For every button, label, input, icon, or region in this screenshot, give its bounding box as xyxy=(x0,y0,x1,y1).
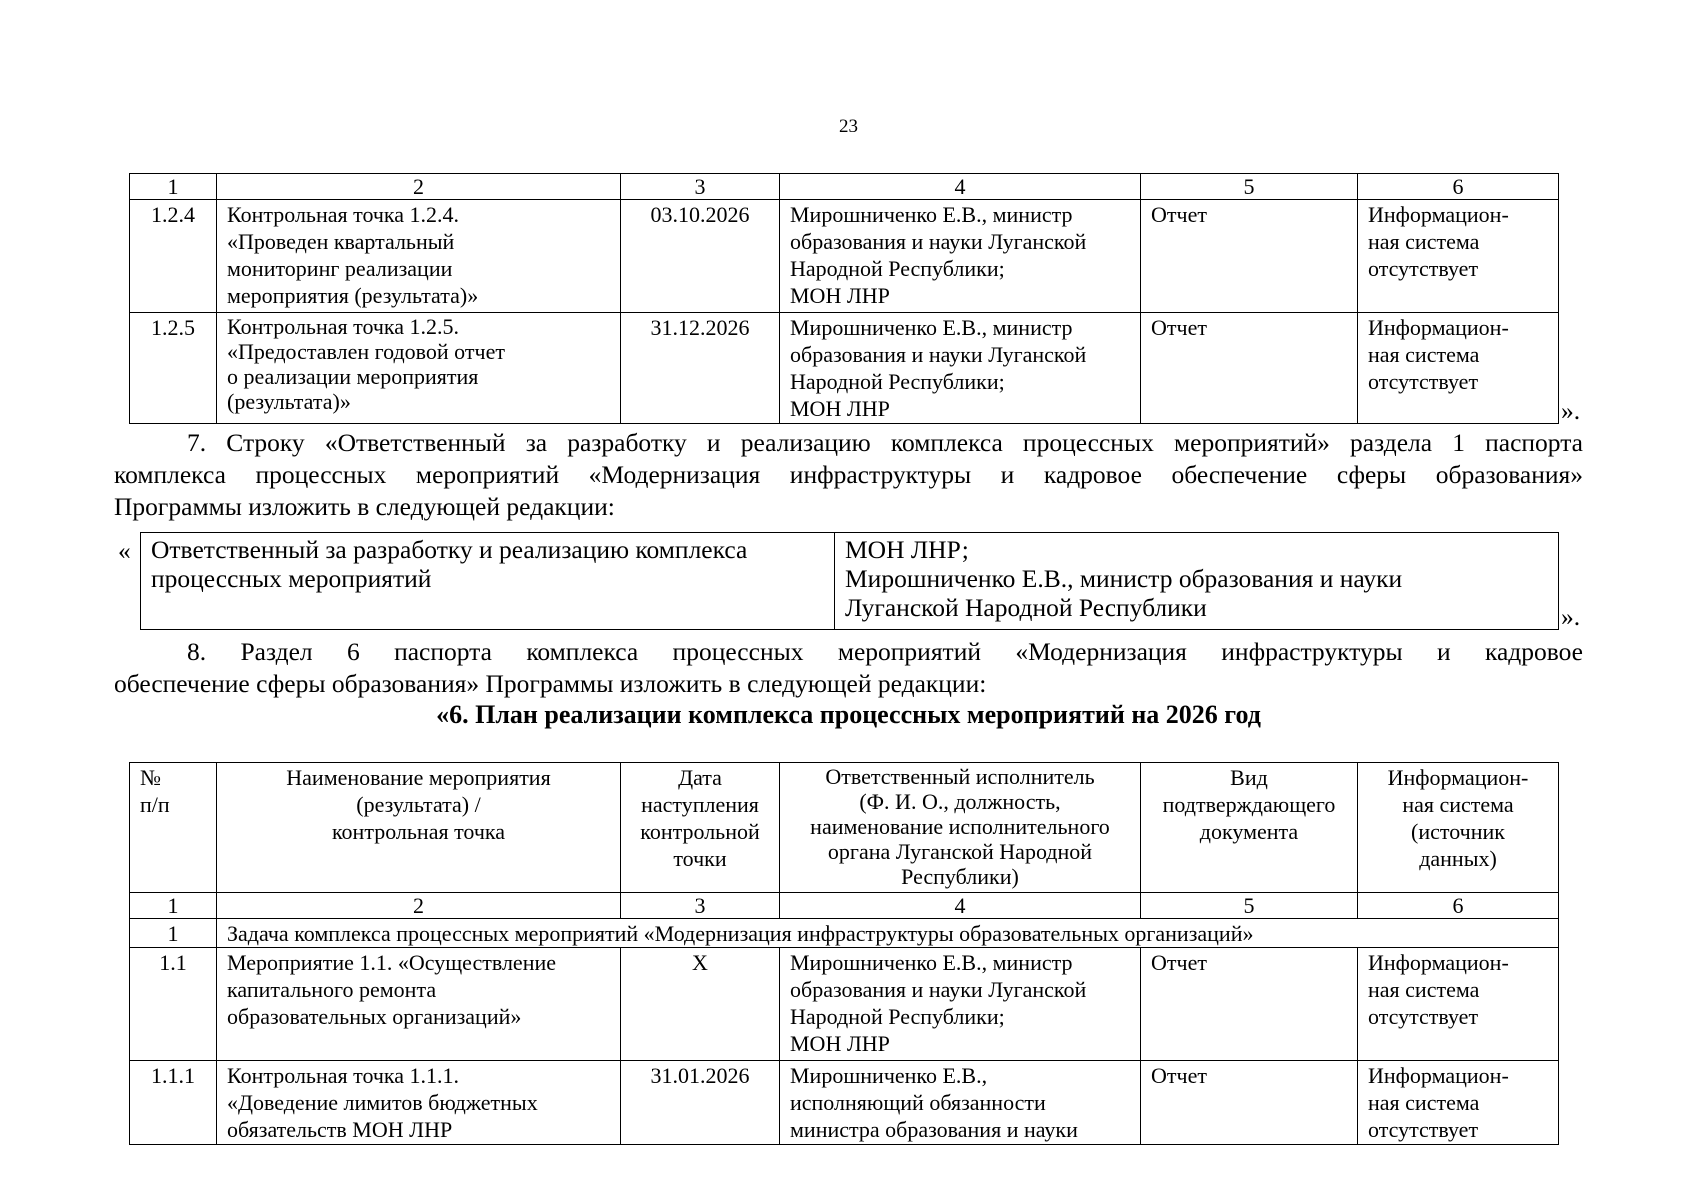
info-system xyxy=(1358,1061,1559,1145)
text-line: обеспечение сферы образования» Программы изложить в следующей редакции: xyxy=(114,669,987,698)
text-line: Контрольная точка 1.2.5. xyxy=(227,314,460,339)
control-date: 31.12.2026 xyxy=(621,313,780,424)
text-line: о реализации мероприятия xyxy=(227,364,479,389)
text-line: Дата xyxy=(678,765,722,790)
text-line: точки xyxy=(673,846,727,871)
info-system xyxy=(1358,313,1559,424)
text-line: Информацион- xyxy=(1368,950,1509,975)
event-name xyxy=(217,313,621,424)
text-line: Информацион- xyxy=(1368,315,1509,340)
page-number: 23 xyxy=(839,116,858,137)
text-line: Информацион- xyxy=(1387,765,1529,790)
section-heading: «6. План реализации комплекса процессных мероприятий на 2026 год xyxy=(436,700,1261,729)
text-line: Народной Республики; xyxy=(790,1004,1005,1029)
header-num xyxy=(130,763,217,893)
table-row xyxy=(130,313,1559,424)
document-type: Отчет xyxy=(1141,313,1358,424)
responsible-executor xyxy=(780,1061,1141,1145)
text-line: отсутствует xyxy=(1368,1004,1479,1029)
header-row xyxy=(130,763,1559,893)
text-line: Контрольная точка 1.2.4. xyxy=(227,202,460,227)
header-document xyxy=(1141,763,1358,893)
text-line: Луганской Народной Республики xyxy=(845,593,1207,622)
text-line: Наименование мероприятия xyxy=(286,765,551,790)
text-line: ная система xyxy=(1368,1090,1480,1115)
closing-quote: ». xyxy=(1561,602,1581,631)
document-type: Отчет xyxy=(1141,1061,1358,1145)
text-line: ная система xyxy=(1368,229,1480,254)
text-line: Народной Республики; xyxy=(790,256,1005,281)
col-number: 4 xyxy=(780,174,1141,200)
text-line: «Проведен квартальный xyxy=(227,229,455,254)
header-info-system xyxy=(1358,763,1559,893)
text-line: (результата)» xyxy=(227,389,351,414)
header-date xyxy=(621,763,780,893)
text-line: МОН ЛНР xyxy=(790,1031,890,1056)
col-number: 6 xyxy=(1358,893,1559,919)
col-number: 4 xyxy=(780,893,1141,919)
text-line: наступления xyxy=(641,792,759,817)
row-number: 1.2.4 xyxy=(130,200,217,313)
text-line: образования и науки Луганской xyxy=(790,977,1087,1002)
task-text: Задача комплекса процессных мероприятий «Модернизация инфраструктуры образовательных организаций» xyxy=(217,919,1559,948)
text-line: документа xyxy=(1199,819,1299,844)
text-line: исполняющий обязанности xyxy=(790,1090,1046,1115)
text-line: «Доведение лимитов бюджетных xyxy=(227,1090,538,1115)
responsible-executor xyxy=(780,200,1141,313)
responsible-table xyxy=(140,532,1559,630)
text-line: процессных мероприятий xyxy=(151,564,432,593)
text-line: «Предоставлен годовой отчет xyxy=(227,339,505,364)
column-number-row xyxy=(130,174,1559,200)
text-line: органа Луганской Народной xyxy=(827,839,1093,864)
text-line: данных) xyxy=(1419,846,1497,871)
row-number: 1.1 xyxy=(130,948,217,1061)
text-line: министра образования и науки xyxy=(790,1117,1078,1142)
text-line: подтверждающего xyxy=(1162,792,1336,817)
col-number: 1 xyxy=(130,893,217,919)
text-line: контрольная точка xyxy=(331,819,506,844)
row-number: 1.1.1 xyxy=(130,1061,217,1145)
row-number: 1.2.5 xyxy=(130,313,217,424)
text-line: отсутствует xyxy=(1368,256,1479,281)
text-line: Мирошниченко Е.В., министр xyxy=(790,202,1073,227)
text-line: Народной Республики; xyxy=(790,369,1005,394)
col-number: 6 xyxy=(1358,174,1559,200)
text-line: мониторинг реализации xyxy=(227,256,453,281)
text-line: образования и науки Луганской xyxy=(790,342,1087,367)
header-name xyxy=(217,763,621,893)
col-number: 2 xyxy=(217,174,621,200)
plan-table xyxy=(129,762,1559,1145)
paragraph-7 xyxy=(114,427,1583,523)
text-line: наименование исполнительного xyxy=(810,814,1110,839)
control-date: 03.10.2026 xyxy=(621,200,780,313)
text-line: Мероприятие 1.1. «Осуществление xyxy=(227,950,557,975)
text-line: Вид xyxy=(1230,765,1268,790)
text-line: мероприятия (результата)» xyxy=(227,283,479,308)
paragraph-8 xyxy=(114,636,1583,700)
table-row xyxy=(130,1061,1559,1145)
col-number: 5 xyxy=(1141,893,1358,919)
text-line: Ответственный за разработку и реализацию комплекса xyxy=(151,535,748,564)
text-line: Мирошниченко Е.В., министр образования и науки xyxy=(845,564,1403,593)
text-line: Мирошниченко Е.В., министр xyxy=(790,315,1073,340)
text-line: ная система xyxy=(1402,792,1514,817)
text-line: п/п xyxy=(140,792,170,817)
info-system xyxy=(1358,200,1559,313)
text-line: Мирошниченко Е.В., xyxy=(790,1063,988,1088)
text-line: образования и науки Луганской xyxy=(790,229,1087,254)
text-line: Программы изложить в следующей редакции: xyxy=(114,492,615,521)
plan-table-continuation xyxy=(129,173,1559,424)
text-line: МОН ЛНР xyxy=(790,283,890,308)
col-number: 5 xyxy=(1141,174,1358,200)
text-line: 8. Раздел 6 паспорта комплекса процессных мероприятий «Модернизация инфраструктуры и кадровое xyxy=(187,637,1583,666)
task-row xyxy=(130,919,1559,948)
text-line: образовательных организаций» xyxy=(227,1004,522,1029)
document-type: Отчет xyxy=(1141,200,1358,313)
col-number: 3 xyxy=(621,893,780,919)
control-date: Х xyxy=(621,948,780,1061)
text-line: (результата) / xyxy=(356,792,481,817)
col-number: 2 xyxy=(217,893,621,919)
text-line: капитального ремонта xyxy=(227,977,437,1002)
event-name xyxy=(217,948,621,1061)
document-type: Отчет xyxy=(1141,948,1358,1061)
text-line: (Ф. И. О., должность, xyxy=(859,789,1061,814)
text-line: Информацион- xyxy=(1368,202,1509,227)
responsible-executor xyxy=(780,948,1141,1061)
responsible-value xyxy=(835,533,1559,630)
text-line: Ответственный исполнитель xyxy=(825,764,1095,789)
header-responsible xyxy=(780,763,1141,893)
column-number-row xyxy=(130,893,1559,919)
info-system xyxy=(1358,948,1559,1061)
text-line: Информацион- xyxy=(1368,1063,1509,1088)
text-line: обязательств МОН ЛНР xyxy=(227,1117,453,1142)
text-line: МОН ЛНР; xyxy=(845,535,969,564)
text-line: контрольной xyxy=(640,819,760,844)
text-line: отсутствует xyxy=(1368,1117,1479,1142)
text-line: отсутствует xyxy=(1368,369,1479,394)
table-row xyxy=(130,948,1559,1061)
opening-quote: « xyxy=(118,536,131,565)
responsible-executor xyxy=(780,313,1141,424)
text-line: МОН ЛНР xyxy=(790,396,890,421)
text-line: Республики) xyxy=(901,864,1019,889)
control-date: 31.01.2026 xyxy=(621,1061,780,1145)
col-number: 3 xyxy=(621,174,780,200)
col-number: 1 xyxy=(130,174,217,200)
closing-quote: ». xyxy=(1561,396,1581,425)
table-row xyxy=(130,200,1559,313)
text-line: Контрольная точка 1.1.1. xyxy=(227,1063,460,1088)
text-line: ная система xyxy=(1368,342,1480,367)
text-line: Мирошниченко Е.В., министр xyxy=(790,950,1073,975)
text-line: (источник xyxy=(1411,819,1505,844)
text-line: комплекса процессных мероприятий «Модернизация инфраструктуры и кадровое обеспечение сферы образования» xyxy=(114,460,1583,489)
text-line: № xyxy=(140,765,161,790)
responsible-label xyxy=(141,533,835,630)
event-name xyxy=(217,1061,621,1145)
text-line: ная система xyxy=(1368,977,1480,1002)
text-line: 7. Строку «Ответственный за разработку и реализацию комплекса процессных мероприятий» раздела 1 паспорта xyxy=(187,428,1583,457)
row-number: 1 xyxy=(130,919,217,948)
event-name xyxy=(217,200,621,313)
